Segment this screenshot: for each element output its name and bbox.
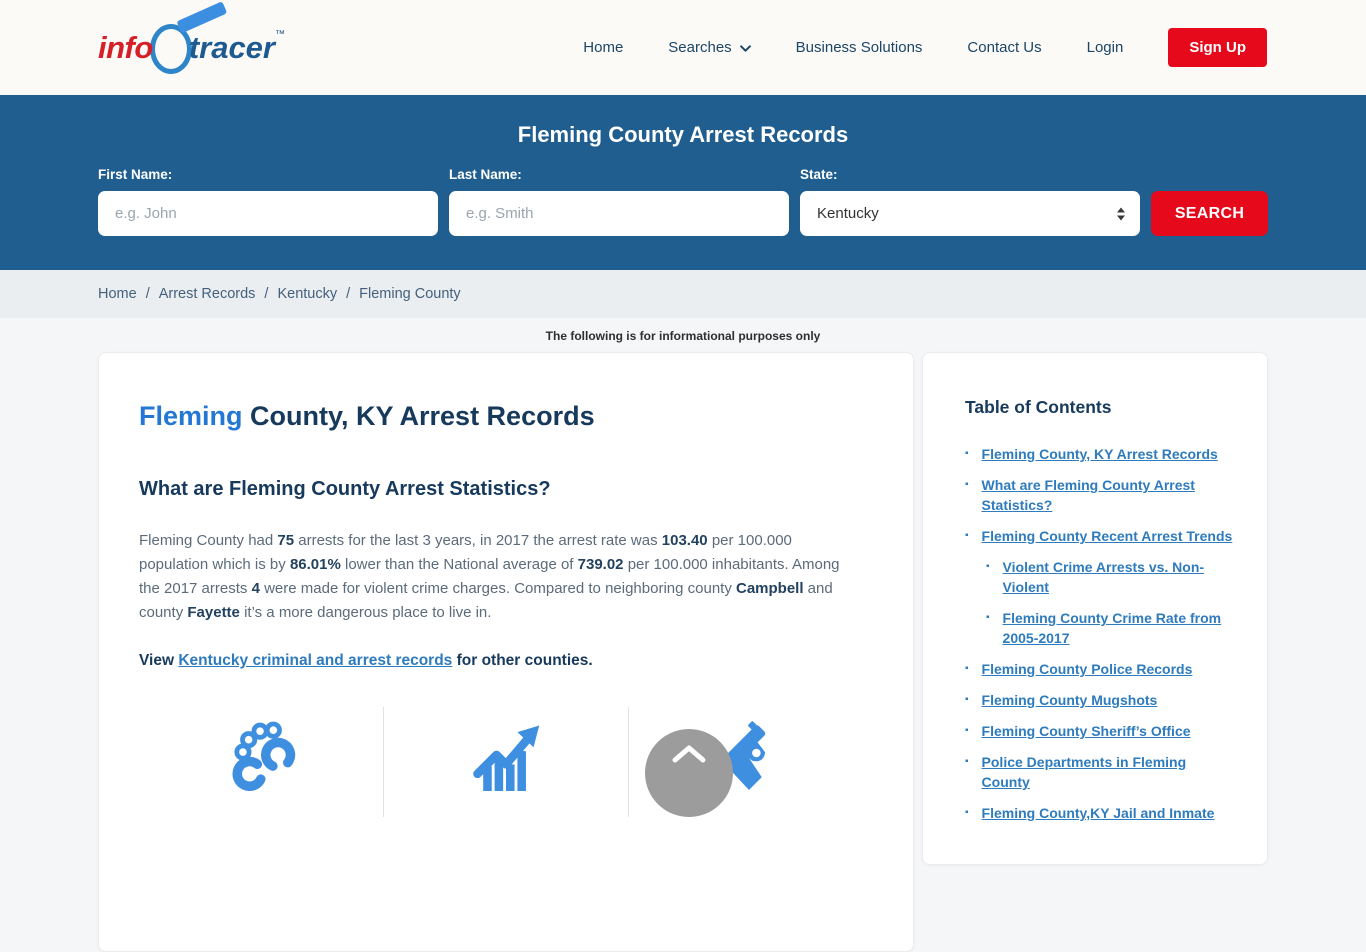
chevron-down-icon [740, 45, 751, 52]
stat-value: 75 [277, 532, 295, 549]
toc-title: Table of Contents [965, 397, 1112, 417]
toc-item [965, 690, 1237, 710]
content-area [0, 352, 1366, 952]
first-name-field [98, 167, 438, 236]
stat-value: 4 [251, 580, 260, 597]
stat-value: 86.01% [289, 556, 341, 573]
stat-value: Fayette [187, 604, 240, 621]
state-label: State: [800, 167, 838, 182]
toc-item [965, 475, 1237, 515]
square-bullet-icon: ▪ [965, 807, 969, 818]
square-bullet-icon: ▪ [965, 725, 969, 736]
toc-item [965, 444, 1237, 464]
square-bullet-icon: ▪ [965, 663, 969, 674]
search-button[interactable]: SEARCH [1151, 191, 1268, 236]
hero-banner [0, 95, 1366, 270]
toc-list [965, 444, 1237, 823]
square-bullet-icon: ▪ [965, 756, 969, 767]
toc-card [922, 352, 1268, 865]
square-bullet-icon: ▪ [986, 561, 990, 572]
stat-value: 103.40 [661, 532, 708, 549]
page-title-highlight: Fleming [139, 401, 243, 431]
stat-text: lower than the National average of [340, 556, 578, 573]
stat-text: it’s a more dangerous place to live in. [239, 604, 492, 621]
magnifier-handle [176, 1, 227, 33]
sign-up-button[interactable]: Sign Up [1168, 28, 1267, 67]
last-name-label: Last Name: [449, 167, 522, 182]
toc-link-violent-crime-arrests-vs-non-violent[interactable]: Violent Crime Arrests vs. Non-Violent [1002, 559, 1205, 595]
breadcrumb-arrest-records[interactable]: Arrest Records [158, 286, 256, 302]
first-name-label: First Name: [98, 167, 173, 182]
toc-link-fleming-county-sheriff-s-office[interactable]: Fleming County Sheriff’s Office [981, 723, 1191, 739]
last-name-field [449, 167, 789, 236]
view-counties-line [139, 649, 873, 673]
logo-text-tracer: tracer [188, 29, 275, 65]
toc-item [965, 557, 1237, 597]
toc-item [965, 721, 1237, 741]
article-card [98, 352, 914, 952]
nav-home[interactable]: Home [583, 39, 624, 56]
view-prefix: View [139, 652, 179, 669]
breadcrumb-bar [0, 270, 1366, 318]
arrest-trend-chart-icon [384, 707, 628, 791]
state-field [800, 167, 1140, 236]
stat-text: Fleming County had [139, 532, 278, 549]
breadcrumb-kentucky[interactable]: Kentucky [277, 286, 338, 302]
square-bullet-icon: ▪ [965, 530, 969, 541]
toc-item [965, 608, 1237, 648]
toc-item [965, 752, 1237, 792]
toc-link-fleming-county-ky-jail-and-inmate[interactable]: Fleming County,KY Jail and Inmate [981, 805, 1215, 821]
site-header [0, 0, 1366, 95]
main-nav [583, 39, 1123, 56]
feature-icons-row [139, 707, 873, 817]
scroll-to-top-button[interactable] [645, 729, 733, 817]
toc-link-what-are-fleming-county-arrest-statistics-[interactable]: What are Fleming County Arrest Statistics? [981, 477, 1195, 513]
stat-value: 739.02 [577, 556, 624, 573]
stat-text: were made for violent crime charges. Compared to neighboring county [259, 580, 736, 597]
breadcrumb [98, 286, 461, 302]
page-title [139, 401, 873, 432]
kentucky-records-link[interactable]: Kentucky criminal and arrest records [178, 652, 453, 669]
state-select[interactable] [800, 191, 1140, 236]
breadcrumb-separator: / [346, 286, 351, 302]
logo-text-info: info [98, 29, 153, 65]
breadcrumb-separator: / [145, 286, 150, 302]
square-bullet-icon: ▪ [986, 612, 990, 623]
breadcrumb-fleming-county: Fleming County [359, 286, 461, 302]
last-name-input[interactable] [449, 191, 789, 236]
toc-link-police-departments-in-fleming-county[interactable]: Police Departments in Fleming County [981, 754, 1187, 790]
stats-heading: What are Fleming County Arrest Statistics? [139, 478, 551, 500]
breadcrumb-home[interactable]: Home [98, 286, 137, 302]
toc-link-fleming-county-crime-rate-from-2005-2017[interactable]: Fleming County Crime Rate from 2005-2017 [1002, 610, 1222, 646]
toc-link-fleming-county-recent-arrest-trends[interactable]: Fleming County Recent Arrest Trends [981, 528, 1233, 544]
square-bullet-icon: ▪ [965, 448, 969, 459]
nav-searches[interactable]: Searches [668, 39, 750, 56]
breadcrumb-separator: / [264, 286, 269, 302]
stats-paragraph [139, 529, 845, 625]
first-name-input[interactable] [98, 191, 438, 236]
square-bullet-icon: ▪ [965, 479, 969, 490]
view-suffix: for other counties. [452, 652, 593, 669]
banner-title: Fleming County Arrest Records [517, 122, 849, 147]
nav-business-solutions[interactable]: Business Solutions [795, 39, 923, 56]
toc-link-fleming-county-police-records[interactable]: Fleming County Police Records [981, 661, 1193, 677]
header-right [583, 28, 1267, 67]
page-title-rest: County, KY Arrest Records [242, 401, 595, 431]
disclaimer-note: The following is for informational purposes only [545, 329, 821, 343]
nav-contact-us[interactable]: Contact Us [967, 39, 1042, 56]
stat-text: per 100.000 inhabitants. Among the 2017 arrests [139, 556, 840, 597]
trademark-symbol: ™ [275, 28, 285, 40]
toc-link-fleming-county-ky-arrest-records[interactable]: Fleming County, KY Arrest Records [981, 446, 1218, 462]
handcuffs-icon [139, 707, 383, 791]
toc-link-fleming-county-mugshots[interactable]: Fleming County Mugshots [981, 692, 1158, 708]
stat-text: and county [139, 580, 833, 621]
nav-login[interactable]: Login [1086, 39, 1124, 56]
stat-text: per 100.000 population which is by [139, 532, 792, 573]
infotracer-logo[interactable] [98, 11, 285, 85]
stat-text: arrests for the last 3 years, in 2017 the arrest rate was [294, 532, 662, 549]
toc-item [965, 526, 1237, 546]
toc-item [965, 659, 1237, 679]
stat-value: Campbell [736, 580, 804, 597]
chevron-up-icon [671, 744, 707, 764]
toc-item [965, 803, 1237, 823]
square-bullet-icon: ▪ [965, 694, 969, 705]
arrest-search-form [98, 167, 1268, 236]
